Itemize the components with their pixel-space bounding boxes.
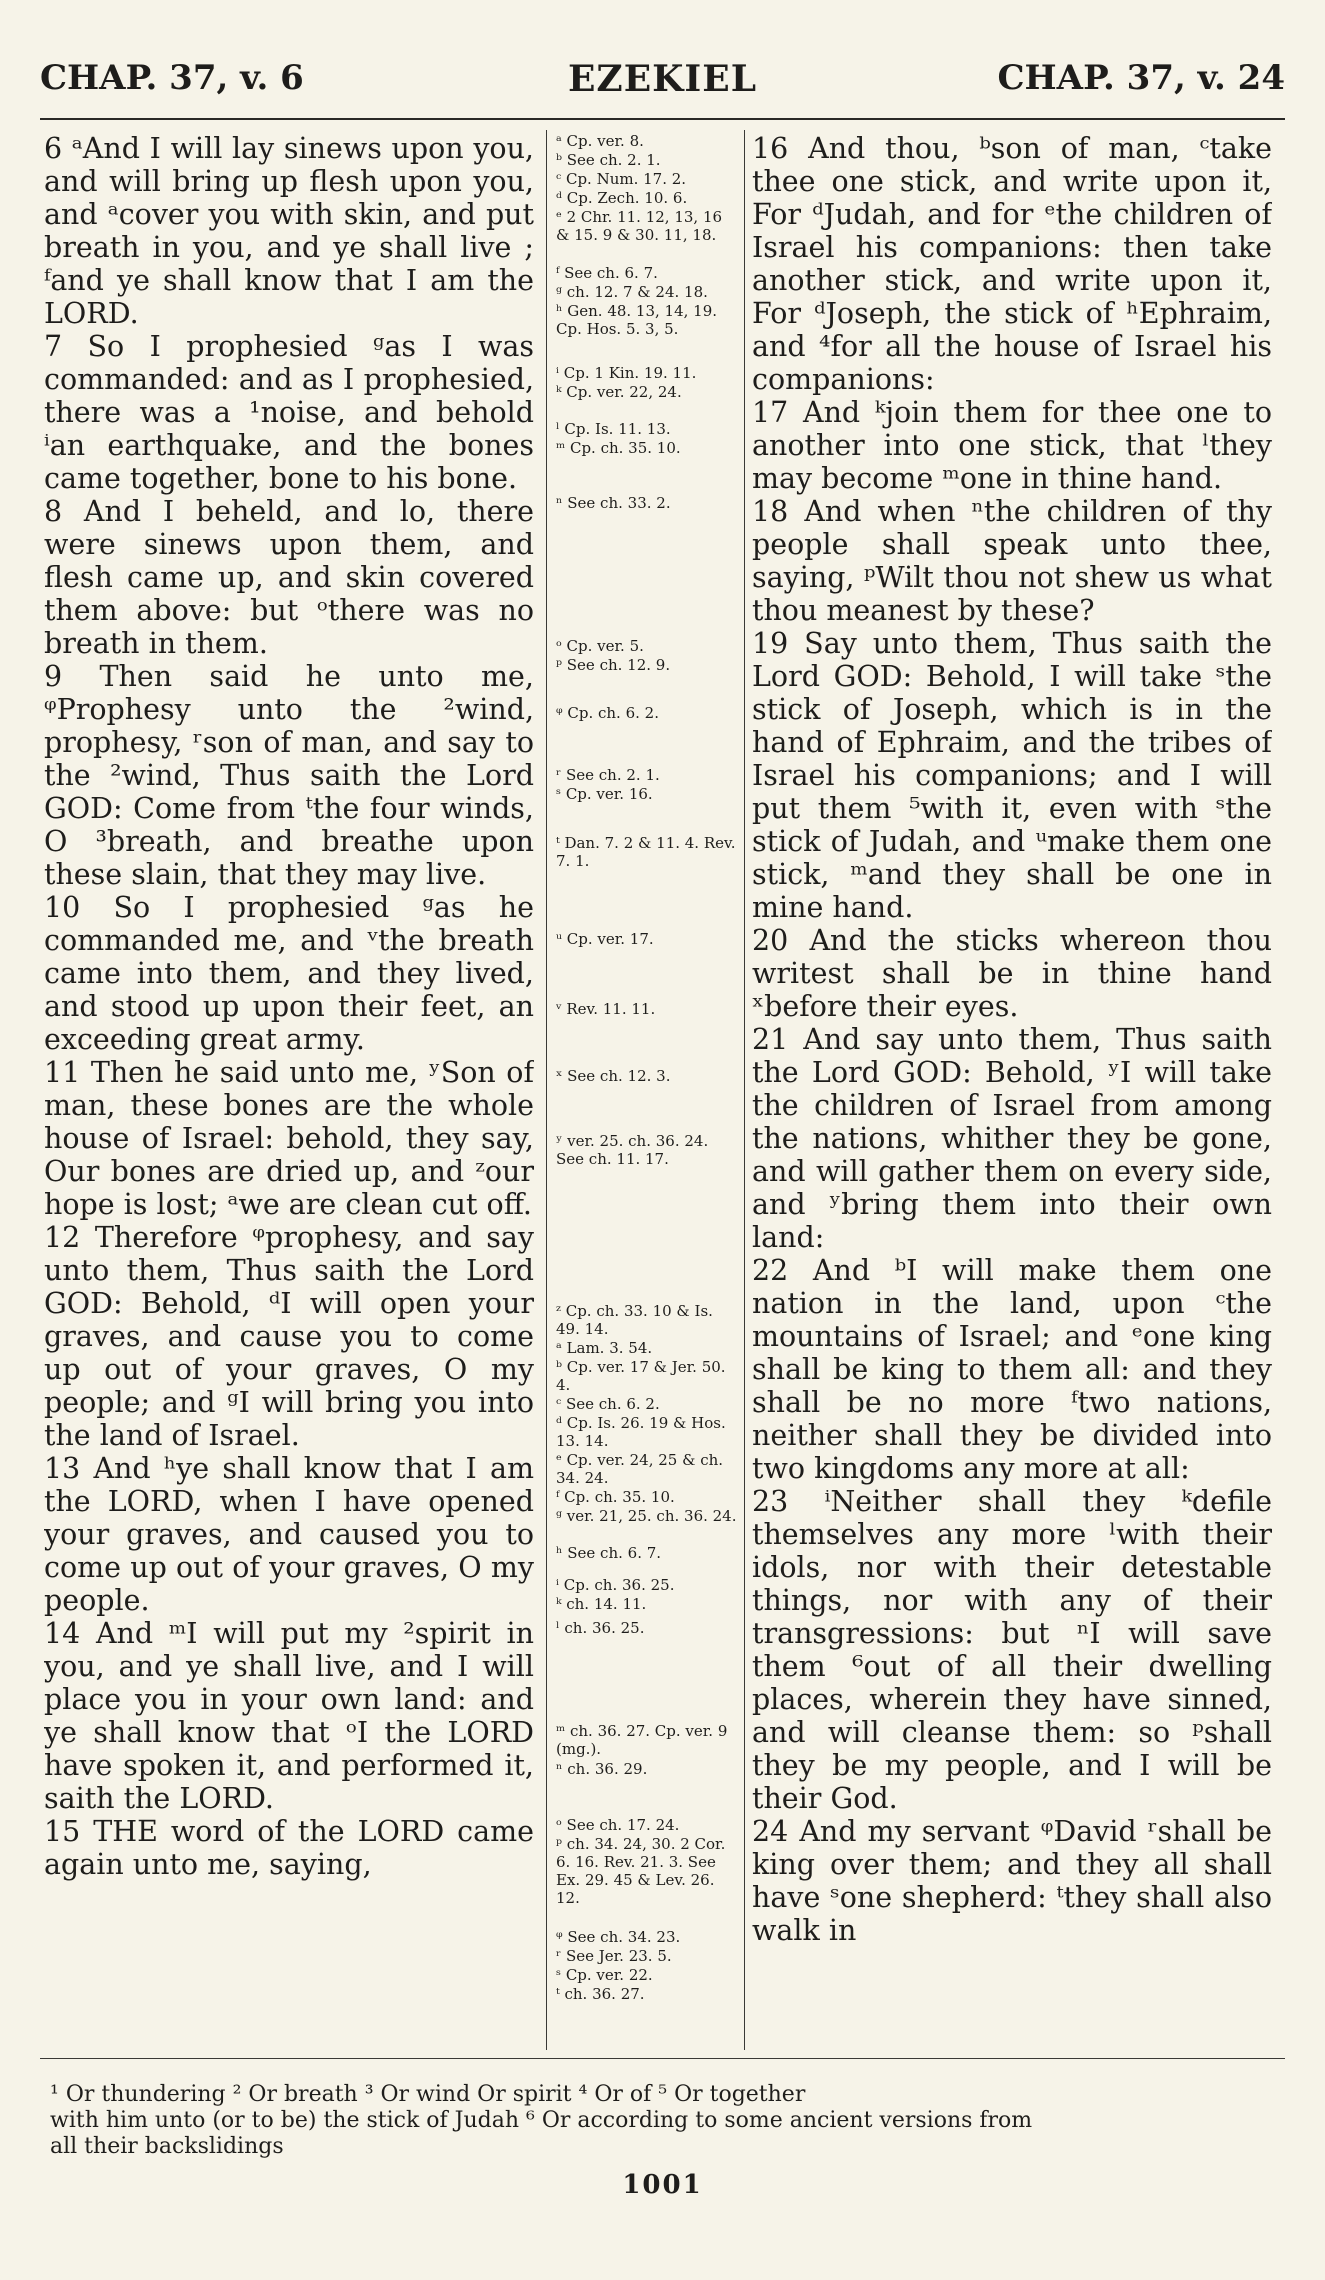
cross-reference: ˣ See ch. 12. 3. (556, 1067, 671, 1085)
cross-reference: ᵖ ch. 34. 24, 30. 2 Cor. 6. 16. Rev. 21. 3. See Ex. 29. 45 & Lev. 26. 12. (556, 1835, 726, 1907)
verse: 10 So I prophesied ᵍas he commanded me, and ᵛthe breath came into them, and they lived, and stood up upon their feet, an exceeding great army. (44, 891, 534, 1056)
cross-reference: ᶻ Cp. ch. 33. 10 & Is. 49. 14. (556, 1302, 713, 1338)
header-chapter-start: CHAP. 37, v. 6 (40, 58, 304, 98)
header-rule (40, 118, 1285, 120)
cross-reference: ʳ See ch. 2. 1. (556, 766, 660, 784)
cross-reference: ᵃ Lam. 3. 54. (556, 1339, 653, 1357)
verse: 7 So I prophesied ᵍas I was commanded: and as I prophesied, there was a ¹noise, and behold ⁱan earthquake, and the bones came together, bone to his bone. (44, 330, 534, 495)
cross-reference: ᶠ See ch. 6. 7. (556, 264, 658, 282)
verse: 19 Say unto them, Thus saith the Lord GOD: Behold, I will take ˢthe stick of Joseph, which is in the hand of Ephraim, and the tribes of Israel his companions; and I will put them ⁵with it, even with ˢthe stick of Judah, and ᵘmake them one stick, ᵐand they shall be one in mine hand. (752, 627, 1272, 924)
verse: 8 And I beheld, and lo, there were sinews upon them, and flesh came up, and skin covered them above: but ᵒthere was no breath in them. (44, 495, 534, 660)
verse: 14 And ᵐI will put my ²spirit in you, and ye shall live, and I will place you in your own land: and ye shall know that ᵒI the LORD have spoken it, and performed it, saith the LORD. (44, 1617, 534, 1815)
cross-reference: ᵒ See ch. 17. 24. (556, 1816, 680, 1834)
running-header (40, 58, 1285, 114)
verse: 16 And thou, ᵇson of man, ᶜtake thee one stick, and write upon it, For ᵈJudah, and for ᵉthe children of Israel his companions: then take another stick, and write upon it, For ᵈJoseph, the stick of ʰEphraim, and ⁴for all the house of Israel his companions: (752, 132, 1272, 396)
verse: 23 ⁱNeither shall they ᵏdefile themselves any more ˡwith their idols, nor with their detestable things, nor with any of their transgressions: but ⁿI will save them ⁶out of all their dwelling places, wherein they have sinned, and will cleanse them: so ᵖshall they be my people, and I will be their God. (752, 1485, 1272, 1815)
verse: 6 ᵃAnd I will lay sinews upon you, and will bring up flesh upon you, and ᵃcover you with skin, and put breath in you, and ye shall live ; ᶠand ye shall know that I am the LORD. (44, 132, 534, 330)
cross-reference: ᵉ Cp. ver. 24, 25 & ch. 34. 24. (556, 1451, 724, 1487)
cross-reference: ᵏ Cp. ver. 22, 24. (556, 383, 682, 401)
cross-reference: ⁿ See ch. 33. 2. (556, 494, 671, 512)
cross-reference: ᵇ See ch. 2. 1. (556, 151, 661, 169)
header-book-title: EZEKIEL (567, 58, 758, 100)
cross-reference: ʰ See ch. 6. 7. (556, 1544, 662, 1562)
cross-reference: ʰ Gen. 48. 13, 14, 19. Cp. Hos. 5. 3, 5. (556, 302, 718, 338)
cross-reference: ⁿ ch. 36. 29. (556, 1760, 648, 1778)
cross-reference: ᵏ ch. 14. 11. (556, 1595, 647, 1613)
footnote-line: with him unto (or to be) the stick of Judah ⁶ Or according to some ancient versions from (50, 2108, 1033, 2133)
cross-reference: ˡ Cp. Is. 11. 13. (556, 420, 671, 438)
cross-reference: ᵈ Cp. Is. 26. 19 & Hos. 13. 14. (556, 1414, 726, 1450)
header-chapter-end: CHAP. 37, v. 24 (997, 58, 1285, 98)
cross-reference: ᵠ Cp. ch. 6. 2. (556, 704, 659, 722)
verse: 22 And ᵇI will make them one nation in the land, upon ᶜthe mountains of Israel; and ᵉone king shall be king to them all: and they shall be no more ᶠtwo nations, neither shall they be divided into two kingdoms any more at all: (752, 1254, 1272, 1485)
cross-reference: ˡ ch. 36. 25. (556, 1619, 645, 1637)
cross-reference: ᵈ Cp. Zech. 10. 6. (556, 189, 688, 207)
verse: 12 Therefore ᵠprophesy, and say unto them, Thus saith the Lord GOD: Behold, ᵈI will open your graves, and cause you to come up out of your graves, O my people; and ᵍI will bring you into the land of Israel. (44, 1221, 534, 1452)
verse: 18 And when ⁿthe children of thy people shall speak unto thee, saying, ᵖWilt thou not shew us what thou meanest by these? (752, 495, 1272, 627)
column-divider-left (546, 130, 547, 2050)
footnote-rule (40, 2058, 1285, 2059)
cross-reference: ⁱ Cp. ch. 36. 25. (556, 1576, 675, 1594)
cross-reference: ᵐ ch. 36. 27. Cp. ver. 9 (mg.). (556, 1722, 728, 1758)
cross-reference-column (556, 132, 738, 2052)
verse: 20 And the sticks whereon thou writest shall be in thine hand ˣbefore their eyes. (752, 924, 1272, 1023)
cross-reference: ʳ See Jer. 23. 5. (556, 1947, 672, 1965)
cross-reference: ᵖ See ch. 12. 9. (556, 656, 671, 674)
page-number: 1001 (622, 2170, 703, 2200)
cross-reference: ⁱ Cp. 1 Kin. 19. 11. (556, 364, 697, 382)
verse: 24 And my servant ᵠDavid ʳshall be king over them; and they all shall have ˢone shepherd: ᵗthey shall also walk in (752, 1815, 1272, 1947)
cross-reference: ᵗ Dan. 7. 2 & 11. 4. Rev. 7. 1. (556, 834, 736, 870)
cross-reference: ᶜ See ch. 6. 2. (556, 1395, 660, 1413)
right-text-column (752, 132, 1272, 1947)
cross-reference: ᵛ Rev. 11. 11. (556, 1000, 656, 1018)
cross-reference-list (556, 132, 738, 2052)
footnote-line: all their backslidings (50, 2134, 284, 2159)
verse: 21 And say unto them, Thus saith the Lord GOD: Behold, ʸI will take the children of Israel from among the nations, whither they be gone, and will gather them on every side, and ʸbring them into their own land: (752, 1023, 1272, 1254)
column-divider-right (744, 130, 745, 2050)
footnotes (50, 2082, 1277, 2160)
cross-reference: ᵗ ch. 36. 27. (556, 1985, 645, 2003)
cross-reference: ᵇ Cp. ver. 17 & Jer. 50. 4. (556, 1358, 726, 1394)
cross-reference: ᶠ Cp. ch. 35. 10. (556, 1488, 675, 1506)
cross-reference: ᵘ Cp. ver. 17. (556, 930, 654, 948)
cross-reference: ᵒ Cp. ver. 5. (556, 637, 644, 655)
cross-reference: ᵐ Cp. ch. 35. 10. (556, 439, 681, 457)
cross-reference: ˢ Cp. ver. 16. (556, 785, 653, 803)
left-text-column (44, 132, 534, 1881)
verse: 13 And ʰye shall know that I am the LORD, when I have opened your graves, and caused you to come up out of your graves, O my people. (44, 1452, 534, 1617)
cross-reference: ᵍ ver. 21, 25. ch. 36. 24. (556, 1507, 737, 1525)
verse: 11 Then he said unto me, ʸSon of man, these bones are the whole house of Israel: behold, they say, Our bones are dried up, and ᶻour hope is lost; ᵃwe are clean cut off. (44, 1056, 534, 1221)
cross-reference: ˢ Cp. ver. 22. (556, 1966, 653, 1984)
cross-reference: ᵃ Cp. ver. 8. (556, 132, 644, 150)
cross-reference: ᵍ ch. 12. 7 & 24. 18. (556, 283, 708, 301)
verse: 17 And ᵏjoin them for thee one to another into one stick, that ˡthey may become ᵐone in thine hand. (752, 396, 1272, 495)
cross-reference: ᶜ Cp. Num. 17. 2. (556, 170, 687, 188)
cross-reference: ᵉ 2 Chr. 11. 12, 13, 16 & 15. 9 & 30. 11, 18. (556, 208, 723, 244)
verse: 9 Then said he unto me, ᵠProphesy unto the ²wind, prophesy, ʳson of man, and say to the ²wind, Thus saith the Lord GOD: Come from ᵗthe four winds, O ³breath, and breathe upon these slain, that they may live. (44, 660, 534, 891)
verse: 15 THE word of the LORD came again unto me, saying, (44, 1815, 534, 1881)
cross-reference: ʸ ver. 25. ch. 36. 24. See ch. 11. 17. (556, 1132, 709, 1168)
cross-reference: ᵠ See ch. 34. 23. (556, 1928, 681, 1946)
footnote-line: ¹ Or thundering ² Or breath ³ Or wind Or spirit ⁴ Or of ⁵ Or together (50, 2082, 806, 2107)
